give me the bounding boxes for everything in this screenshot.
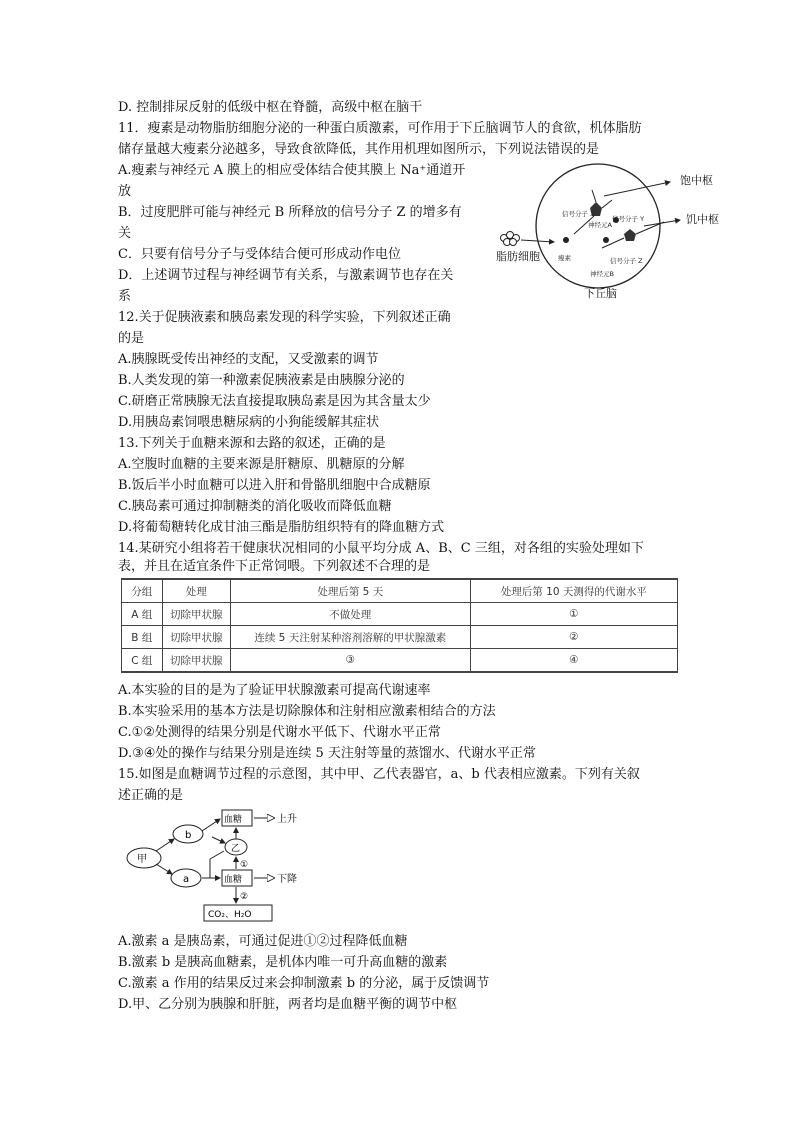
q11-option-a-cont: 放 bbox=[118, 184, 132, 199]
table-cell: 不做处理 bbox=[230, 603, 470, 626]
table-header: 处理后第 5 天 bbox=[230, 579, 470, 603]
q14-option-d: D.③④处的操作与结果分别是连续 5 天注射等量的蒸馏水、代谢水平正常 bbox=[118, 746, 536, 761]
table-cell: ④ bbox=[470, 649, 677, 673]
q12-option-b: B.人类发现的第一种激素促胰液素是由胰腺分泌的 bbox=[118, 373, 405, 388]
q12-option-a: A.胰腺既受传出神经的支配，又受激素的调节 bbox=[118, 352, 379, 367]
q11-stem-line1: 11．瘦素是动物脂肪细胞分泌的一种蛋白质激素，可作用于下丘脑调节人的食欲，机体脂肪 bbox=[118, 121, 642, 136]
table-cell: 切除甲状腺 bbox=[162, 649, 230, 673]
q15-option-c: C.激素 a 作用的结果反过来会抑制激素 b 的分泌，属于反馈调节 bbox=[118, 976, 490, 991]
fig15-blood-sugar-bottom: 血糖 bbox=[224, 875, 243, 885]
q13-option-b: B.饭后半小时血糖可以进入肝和骨骼肌细胞中合成糖原 bbox=[118, 478, 431, 493]
fig15-b: b bbox=[185, 830, 192, 841]
table-cell: ① bbox=[470, 603, 677, 626]
q15-option-d: D.甲、乙分别为胰腺和肝脏，两者均是血糖平衡的调节中枢 bbox=[118, 997, 458, 1012]
q14-option-c: C.①②处测得的结果分别是代谢水平低下、代谢水平正常 bbox=[118, 725, 441, 740]
q13-option-c: C.胰岛素可通过抑制糖类的消化吸收而降低血糖 bbox=[118, 499, 392, 514]
q13-option-a: A.空腹时血糖的主要来源是肝糖原、肌糖原的分解 bbox=[118, 457, 405, 472]
fig15-a: a bbox=[183, 874, 190, 885]
fig11-neuron-a: 神经元A bbox=[588, 221, 612, 229]
q11-leptin-figure bbox=[494, 160, 726, 306]
fig15-step1: ① bbox=[240, 860, 249, 870]
table-cell: 切除甲状腺 bbox=[162, 626, 230, 649]
q13-stem: 13.下列关于血糖来源和去路的叙述，正确的是 bbox=[118, 436, 386, 451]
q14-option-a: A.本实验的目的是为了验证甲状腺激素可提高代谢速率 bbox=[118, 683, 431, 698]
q11-option-d-cont: 系 bbox=[118, 289, 132, 304]
table-header-row bbox=[122, 579, 678, 603]
fig15-co2-h2o: CO₂、H₂O bbox=[208, 910, 252, 920]
fig11-fat-cell: 脂肪细胞 bbox=[496, 250, 540, 263]
fig11-leptin: 瘦素 bbox=[558, 254, 571, 262]
q11-option-d: D．上述调节过程与神经调节有关系，与激素调节也存在关 bbox=[118, 268, 454, 283]
q12-stem-line2: 的是 bbox=[118, 331, 145, 346]
q11-option-b-cont: 关 bbox=[118, 226, 132, 241]
q15-stem-line2: 述正确的是 bbox=[118, 788, 184, 803]
q14-option-b: B.本实验采用的基本方法是切除腺体和注射相应激素相结合的方法 bbox=[118, 704, 496, 719]
fig15-step2: ② bbox=[240, 892, 249, 902]
table-cell: 切除甲状腺 bbox=[162, 603, 230, 626]
fig15-jia: 甲 bbox=[137, 854, 147, 865]
table-cell: C 组 bbox=[122, 649, 163, 673]
table-cell: ③ bbox=[230, 649, 470, 673]
fig15-rise: 上升 bbox=[277, 814, 297, 825]
fat-cell-icon bbox=[501, 232, 520, 246]
q10-option-d: D. 控制排尿反射的低级中枢在脊髓，高级中枢在脑干 bbox=[118, 100, 423, 115]
fig11-signal-y: 信号分子 Y bbox=[612, 215, 645, 223]
q15-option-a: A.激素 a 是胰岛素，可通过促进①②过程降低血糖 bbox=[118, 934, 408, 949]
q11-option-c: C．只要有信号分子与受体结合便可形成动作电位 bbox=[118, 247, 401, 262]
q12-stem-line1: 12.关于促胰液素和胰岛素发现的科学实验，下列叙述正确 bbox=[118, 310, 451, 325]
table-cell: ② bbox=[470, 626, 677, 649]
table-header: 处理后第 10 天测得的代谢水平 bbox=[470, 579, 677, 603]
fig11-signal-z: 信号分子 Z bbox=[610, 257, 643, 265]
fig11-signal-x: 信号分子 X bbox=[562, 210, 595, 218]
q13-option-d: D.将葡萄糖转化成甘油三酯是脂肪组织特有的降血糖方式 bbox=[118, 520, 445, 535]
table-row bbox=[122, 603, 678, 626]
q14-stem-line2: 表，并且在适宜条件下正常饲喂。下列叙述不合理的是 bbox=[118, 559, 431, 574]
fig11-hypothalamus: 下丘脑 bbox=[584, 287, 617, 300]
table-header: 分组 bbox=[122, 579, 163, 603]
q15-blood-sugar-figure bbox=[122, 807, 322, 925]
table-header: 处理 bbox=[162, 579, 230, 603]
fig11-hunger-center: 饥中枢 bbox=[686, 213, 719, 226]
q11-stem-line2: 储存量越大瘦素分泌越多，导致食欲降低，其作用机理如图所示，下列说法错误的是 bbox=[118, 142, 600, 157]
fig11-satiety-center: 饱中枢 bbox=[680, 174, 713, 187]
fig11-neuron-b: 神经元B bbox=[590, 270, 614, 278]
fig15-fall: 下降 bbox=[277, 874, 297, 885]
q12-option-d: D.用胰岛素饲喂患糖尿病的小狗能缓解其症状 bbox=[118, 415, 380, 430]
fig15-blood-sugar-top: 血糖 bbox=[224, 815, 243, 825]
table-cell: 连续 5 天注射某种溶剂溶解的甲状腺激素 bbox=[230, 626, 470, 649]
q12-option-c: C.研磨正常胰腺无法直接提取胰岛素是因为其含量太少 bbox=[118, 394, 431, 409]
q14-table bbox=[121, 578, 678, 673]
q11-option-b: B．过度肥胖可能与神经元 B 所释放的信号分子 Z 的增多有 bbox=[118, 205, 462, 220]
table-cell: A 组 bbox=[122, 603, 163, 626]
q15-option-b: B.激素 b 是胰高血糖素，是机体内唯一可升高血糖的激素 bbox=[118, 955, 448, 970]
table-row bbox=[122, 649, 678, 673]
table-cell: B 组 bbox=[122, 626, 163, 649]
q15-stem-line1: 15.如图是血糖调节过程的示意图，其中甲、乙代表器官，a、b 代表相应激素。下列有关叙 bbox=[118, 767, 640, 782]
table-row bbox=[122, 626, 678, 649]
q14-stem-line1: 14.某研究小组将若干健康状况相同的小鼠平均分成 A、B、C 三组，对各组的实验处理如下 bbox=[118, 541, 644, 556]
fig15-yi: 乙 bbox=[231, 844, 241, 854]
q11-option-a: A.瘦素与神经元 A 膜上的相应受体结合使其膜上 Na⁺通道开 bbox=[118, 163, 466, 178]
